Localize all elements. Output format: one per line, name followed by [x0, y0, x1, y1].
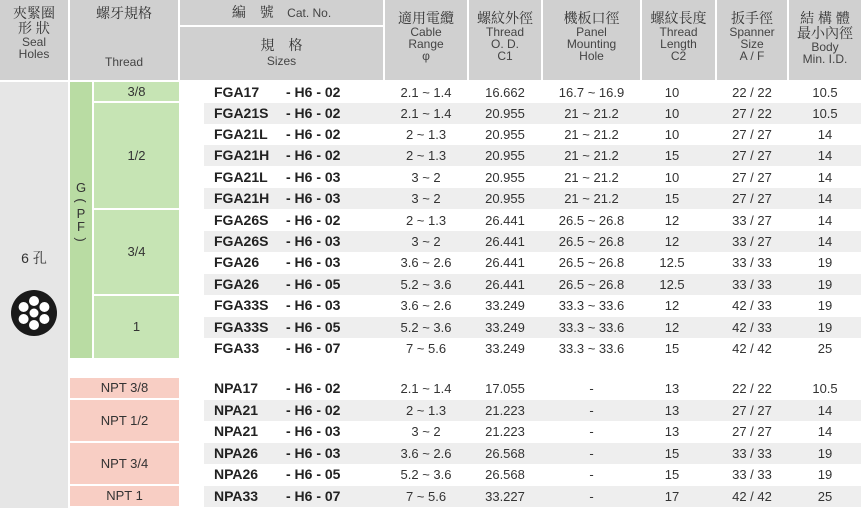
header-length-en2: Length	[660, 37, 697, 51]
cell-cable: 2 ~ 1.3	[405, 403, 447, 418]
thread-size-label: NPT 3/4	[100, 456, 149, 471]
cell-len: 15	[664, 467, 680, 482]
cell-suffix: - H6 - 02	[286, 126, 341, 142]
thread-size-g-3-8	[94, 82, 179, 101]
cell-suffix: - H6 - 05	[286, 319, 341, 335]
cell-code: FGA21L	[214, 126, 268, 142]
cell-code: FGA26S	[214, 212, 269, 228]
cell-suffix: - H6 - 07	[286, 488, 341, 504]
cell-body: 14	[817, 403, 833, 418]
cell-cable: 3 ~ 2	[411, 170, 441, 185]
header-cable	[385, 11, 467, 62]
cell-suffix: - H6 - 03	[286, 254, 341, 270]
header-sizes-en: Sizes	[266, 54, 297, 68]
cell-span: 27 / 27	[732, 424, 772, 439]
header-panel-zh: 機板口徑	[563, 10, 620, 26]
cell-body: 14	[817, 191, 833, 206]
cell-suffix: - H6 - 02	[286, 380, 341, 396]
cell-cable: 7 ~ 5.6	[405, 341, 447, 356]
cell-body: 14	[817, 148, 833, 163]
cell-panel: 26.5 ~ 26.8	[558, 255, 625, 270]
cell-suffix: - H6 - 02	[286, 147, 341, 163]
header-cable-zh: 適用電纜	[398, 10, 454, 26]
cell-code: NPA33	[214, 488, 259, 504]
header-panel-en: Panel	[576, 25, 607, 39]
header-panel	[543, 11, 640, 62]
cell-body: 10.5	[812, 381, 838, 396]
cell-code: FGA33S	[214, 297, 269, 313]
cell-span: 42 / 33	[732, 298, 772, 313]
cell-panel: 26.5 ~ 26.8	[558, 234, 625, 249]
header-seal	[0, 6, 68, 60]
cell-code: FGA33	[214, 340, 260, 356]
cell-code: FGA21H	[214, 190, 270, 206]
cell-cable: 2.1 ~ 1.4	[400, 381, 452, 396]
thread-size-label: 1	[132, 319, 141, 334]
cell-panel: 21 ~ 21.2	[564, 127, 619, 142]
cell-body: 19	[817, 255, 833, 270]
cell-len: 12	[664, 298, 680, 313]
cell-span: 27 / 27	[732, 127, 772, 142]
cell-panel: 21 ~ 21.2	[564, 170, 619, 185]
header-spanner	[717, 11, 787, 62]
header-spanner-en2: Size	[740, 37, 764, 51]
cell-suffix: - H6 - 05	[286, 276, 341, 292]
cell-suffix: - H6 - 02	[286, 212, 341, 228]
header-sizes-zh: 規 格	[260, 37, 303, 53]
cell-suffix: - H6 - 03	[286, 190, 341, 206]
cell-panel: 33.3 ~ 33.6	[558, 341, 625, 356]
cell-span: 42 / 42	[732, 489, 772, 504]
header-cat-zh: 編 號	[231, 4, 274, 20]
cell-code: NPA17	[214, 380, 259, 396]
cell-panel: 26.5 ~ 26.8	[558, 277, 625, 292]
cell-len: 15	[664, 148, 680, 163]
cell-od: 20.955	[485, 148, 525, 163]
header-spanner-zh: 扳手徑	[731, 10, 773, 26]
cell-panel: -	[589, 381, 594, 396]
cell-body: 25	[817, 489, 833, 504]
g-pf-label	[70, 181, 92, 246]
cell-code: FGA21H	[214, 147, 270, 163]
header-length-en3: C2	[670, 49, 687, 63]
cell-suffix: - H6 - 03	[286, 233, 341, 249]
cell-od: 33.249	[485, 320, 525, 335]
cell-len: 10	[664, 106, 680, 121]
cell-body: 14	[817, 213, 833, 228]
cell-body: 14	[817, 170, 833, 185]
cell-span: 33 / 33	[732, 255, 772, 270]
cell-od: 17.055	[485, 381, 525, 396]
header-spanner-en3: A / F	[739, 49, 765, 63]
header-thread-zh: 螺牙規格	[96, 5, 152, 21]
thread-size-npt-1	[70, 486, 179, 506]
cell-cable: 3.6 ~ 2.6	[400, 446, 452, 461]
cell-code: NPA21	[214, 402, 259, 418]
cell-span: 33 / 33	[732, 467, 772, 482]
thread-size-label: NPT 1	[106, 488, 143, 503]
cell-len: 17	[664, 489, 680, 504]
header-panel-en2: Mounting	[566, 37, 617, 51]
cell-panel: 21 ~ 21.2	[564, 148, 619, 163]
cell-body: 19	[817, 446, 833, 461]
header-cable-en3: φ	[422, 49, 430, 63]
thread-size-npt-3-4	[70, 443, 179, 484]
header-body-en2: Min. I.D.	[802, 52, 848, 66]
seal-label: 6 孔	[21, 250, 47, 266]
cell-len: 10	[664, 127, 680, 142]
cell-od: 33.227	[485, 489, 525, 504]
cell-code: FGA26S	[214, 233, 269, 249]
cell-panel: -	[589, 403, 594, 418]
cell-code: FGA26	[214, 276, 260, 292]
header-od	[469, 11, 541, 62]
header-seal-en: Seal	[21, 35, 47, 49]
cell-suffix: - H6 - 02	[286, 105, 341, 121]
cell-len: 12	[664, 234, 680, 249]
cell-cable: 5.2 ~ 3.6	[400, 467, 452, 482]
cell-len: 12.5	[659, 277, 685, 292]
cell-body: 14	[817, 424, 833, 439]
cell-body: 19	[817, 467, 833, 482]
cell-len: 10	[664, 85, 680, 100]
cell-cable: 7 ~ 5.6	[405, 489, 447, 504]
cell-cable: 2.1 ~ 1.4	[400, 85, 452, 100]
cell-suffix: - H6 - 02	[286, 402, 341, 418]
cell-panel: -	[589, 489, 594, 504]
cell-panel: 21 ~ 21.2	[564, 191, 619, 206]
cell-cable: 2.1 ~ 1.4	[400, 106, 452, 121]
cell-span: 27 / 27	[732, 191, 772, 206]
header-thread	[70, 6, 178, 68]
cell-cable: 3 ~ 2	[411, 191, 441, 206]
cell-body: 14	[817, 234, 833, 249]
thread-size-label: 3/8	[127, 84, 146, 99]
cell-len: 15	[664, 341, 680, 356]
header-sizes	[180, 38, 383, 67]
cell-panel: -	[589, 467, 594, 482]
cell-span: 27 / 27	[732, 403, 772, 418]
p-letter: P	[76, 206, 86, 221]
cell-od: 20.955	[485, 106, 525, 121]
header-cable-en2: Range	[408, 37, 444, 51]
cell-od: 33.249	[485, 298, 525, 313]
cell-span: 33 / 33	[732, 446, 772, 461]
cell-len: 12	[664, 320, 680, 335]
cell-od: 26.568	[485, 446, 525, 461]
cell-cable: 2 ~ 1.3	[405, 127, 447, 142]
cell-len: 15	[664, 191, 680, 206]
header-od-en2: O. D.	[490, 37, 519, 51]
cell-cable: 2 ~ 1.3	[405, 148, 447, 163]
cell-len: 13	[664, 381, 680, 396]
cell-code: NPA26	[214, 466, 259, 482]
header-seal-zh2: 形 狀	[18, 20, 50, 36]
cell-panel: -	[589, 424, 594, 439]
cell-suffix: - H6 - 07	[286, 340, 341, 356]
thread-size-g-3-4	[94, 210, 179, 294]
header-seal-en2: Holes	[18, 47, 50, 61]
cell-od: 26.441	[485, 234, 525, 249]
thread-size-npt-3-8	[70, 378, 179, 398]
cell-od: 21.223	[485, 424, 525, 439]
cell-body: 14	[817, 127, 833, 142]
cell-code: FGA33S	[214, 319, 269, 335]
cell-panel: 16.7 ~ 16.9	[558, 85, 625, 100]
header-spanner-en: Spanner	[729, 25, 775, 39]
cell-cable: 3 ~ 2	[411, 234, 441, 249]
thread-size-label: NPT 3/8	[100, 380, 149, 395]
cell-od: 26.441	[485, 255, 525, 270]
cell-suffix: - H6 - 03	[286, 297, 341, 313]
cell-body: 19	[817, 277, 833, 292]
cell-panel: 33.3 ~ 33.6	[558, 298, 625, 313]
cell-body: 25	[817, 341, 833, 356]
thread-size-g-1	[94, 296, 179, 358]
cell-code: FGA26	[214, 254, 260, 270]
header-seal-zh: 夾緊圈	[13, 5, 55, 21]
paren-open: (	[73, 198, 89, 203]
cell-cable: 5.2 ~ 3.6	[400, 277, 452, 292]
cell-span: 27 / 27	[732, 148, 772, 163]
thread-size-label: 1/2	[127, 148, 146, 163]
header-body-en: Body	[811, 40, 839, 54]
header-thread-en: Thread	[104, 55, 144, 69]
cell-suffix: - H6 - 03	[286, 423, 341, 439]
cell-body: 19	[817, 298, 833, 313]
cell-od: 26.441	[485, 213, 525, 228]
cell-cable: 2 ~ 1.3	[405, 213, 447, 228]
header-od-zh: 螺紋外徑	[477, 10, 533, 26]
cell-span: 42 / 42	[732, 341, 772, 356]
cell-od: 16.662	[485, 85, 525, 100]
header-cat-no	[180, 5, 383, 20]
cell-span: 33 / 27	[732, 234, 772, 249]
cell-suffix: - H6 - 03	[286, 169, 341, 185]
header-od-en3: C1	[497, 49, 513, 63]
header-panel-en3: Hole	[579, 49, 604, 63]
thread-size-label: 3/4	[127, 244, 146, 259]
cell-code: NPA21	[214, 423, 259, 439]
paren-close: )	[73, 237, 89, 242]
cell-len: 10	[664, 170, 680, 185]
cell-code: FGA21L	[214, 169, 268, 185]
cell-span: 22 / 22	[732, 381, 772, 396]
g-letter: G	[75, 180, 87, 195]
cell-panel: -	[589, 446, 594, 461]
cell-span: 42 / 33	[732, 320, 772, 335]
f-letter: F	[77, 219, 85, 234]
cell-span: 22 / 22	[732, 85, 772, 100]
thread-size-npt-1-2	[70, 400, 179, 441]
cell-od: 26.441	[485, 277, 525, 292]
header-cat-en: Cat. No.	[287, 6, 332, 20]
header-body-zh2: 最小內徑	[797, 25, 853, 41]
cell-panel: 21 ~ 21.2	[564, 106, 619, 121]
cell-span: 33 / 27	[732, 213, 772, 228]
cell-cable: 5.2 ~ 3.6	[400, 320, 452, 335]
cell-suffix: - H6 - 02	[286, 84, 341, 100]
cell-code: FGA17	[214, 84, 260, 100]
cell-od: 26.568	[485, 467, 525, 482]
cell-od: 20.955	[485, 127, 525, 142]
cell-body: 10.5	[812, 106, 838, 121]
cell-od: 21.223	[485, 403, 525, 418]
cell-body: 19	[817, 320, 833, 335]
cell-len: 13	[664, 403, 680, 418]
thread-size-g-1-2	[94, 103, 179, 208]
cell-od: 33.249	[485, 341, 525, 356]
cell-span: 33 / 33	[732, 277, 772, 292]
header-divider	[180, 25, 383, 27]
header-body-zh: 結 構 體	[800, 10, 850, 26]
cell-code: FGA21S	[214, 105, 269, 121]
header-length-zh: 螺紋長度	[650, 10, 707, 26]
header-length-en: Thread	[659, 25, 698, 39]
thread-size-label: NPT 1/2	[100, 413, 149, 428]
cell-od: 20.955	[485, 191, 525, 206]
cell-panel: 33.3 ~ 33.6	[558, 320, 625, 335]
cell-panel: 26.5 ~ 26.8	[558, 213, 625, 228]
cell-cable: 3.6 ~ 2.6	[400, 255, 452, 270]
cell-code: NPA26	[214, 445, 259, 461]
cell-len: 13	[664, 424, 680, 439]
cell-body: 10.5	[812, 85, 838, 100]
header-body	[789, 11, 861, 65]
cell-len: 12	[664, 213, 680, 228]
cell-len: 12.5	[659, 255, 685, 270]
cell-cable: 3.6 ~ 2.6	[400, 298, 452, 313]
cell-od: 20.955	[485, 170, 525, 185]
cell-suffix: - H6 - 03	[286, 445, 341, 461]
header-cable-en: Cable	[410, 25, 442, 39]
six-hole-seal-icon	[10, 289, 58, 337]
cell-suffix: - H6 - 05	[286, 466, 341, 482]
cell-cable: 3 ~ 2	[411, 424, 441, 439]
cell-span: 27 / 22	[732, 106, 772, 121]
header-od-en: Thread	[485, 25, 525, 39]
cell-span: 27 / 27	[732, 170, 772, 185]
header-length	[642, 11, 715, 62]
cell-len: 15	[664, 446, 680, 461]
